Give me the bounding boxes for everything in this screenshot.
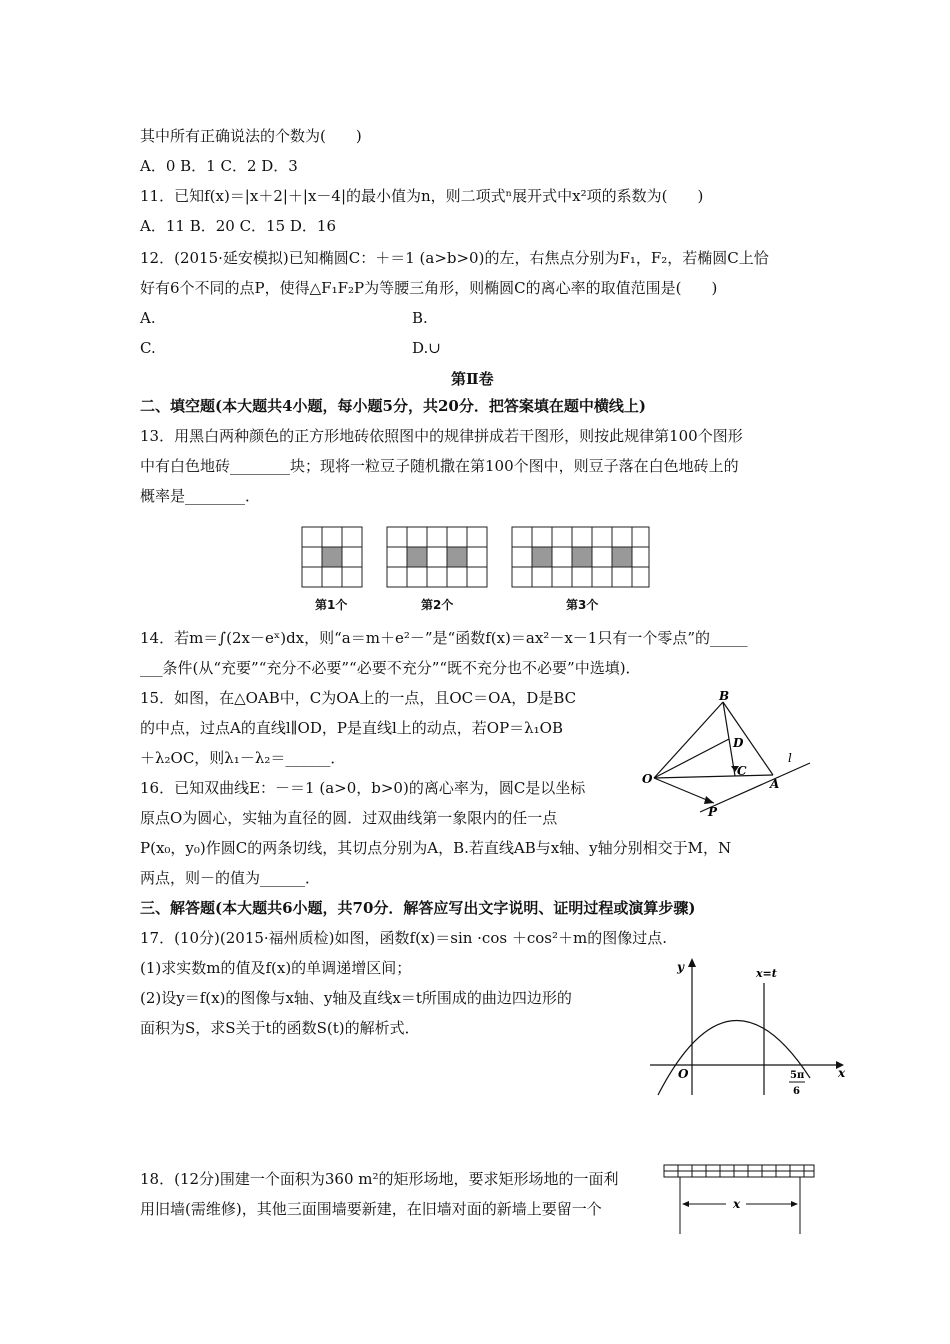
axis-label-x: x <box>838 1066 846 1080</box>
tile-figure-2 <box>387 527 487 587</box>
q18-line-2: 用旧墙(需维修)，其他三面围墙要新建，在旧墙对面的新墙上要留一个 <box>140 1200 602 1218</box>
triangle-figure <box>640 690 820 820</box>
q16-line-4: 两点，则－的值为______． <box>140 869 321 887</box>
q16-line-1: 16．已知双曲线E：－＝1 (a>0，b>0)的离心率为，圆C是以坐标 <box>140 779 586 797</box>
q13-line-3: 概率是________． <box>140 487 261 505</box>
line-q10-end: 其中所有正确说法的个数为( ) <box>140 127 362 145</box>
section-2-text: 二、填空题(本大题共4小题，每小题5分，共20分．把答案填在题中横线上) <box>140 397 646 415</box>
function-graph-figure <box>640 955 850 1100</box>
axis-label-y: y <box>677 960 684 974</box>
label-x-equals-t: x=t <box>756 967 777 980</box>
q18-line-1: 18．(12分)围建一个面积为360 m²的矩形场地，要求矩形场地的一面利 <box>140 1170 619 1188</box>
wall-label-x: x <box>733 1197 741 1211</box>
q13-line-2: 中有白色地砖________块；现将一粒豆子随机撒在第100个图中，则豆子落在白色地砖上的 <box>140 457 739 475</box>
section-3-header <box>140 898 696 918</box>
label-c: C <box>737 764 747 778</box>
q15-line-3: ＋λ₂OC，则λ₁－λ₂＝______． <box>140 749 346 767</box>
tile-caption-1: 第1个 <box>315 598 348 612</box>
tile-figure-1 <box>302 527 362 587</box>
q14-line-2: ___条件(从“充要”“充分不必要”“必要不充分”“既不充分也不必要”中选填)． <box>140 659 641 677</box>
section-2-header <box>140 396 646 416</box>
q12-option-d: D.∪ <box>412 339 441 357</box>
q16-line-3: P(x₀，y₀)作圆C的两条切线，其切点分别为A，B.若直线AB与x轴、y轴分别相交于M，N <box>140 839 732 857</box>
label-b: B <box>719 690 730 703</box>
label-d: D <box>733 736 744 750</box>
q12-option-c: C. <box>140 339 156 357</box>
section-3-text: 三、解答题(本大题共6小题，共70分．解答应写出文字说明、证明过程或演算步骤) <box>140 899 696 917</box>
tile-figure-3 <box>512 527 649 587</box>
label-origin: O <box>678 1067 689 1081</box>
label-l: l <box>788 751 792 765</box>
label-o: O <box>642 772 653 786</box>
q14-line-1: 14．若m＝∫(2x－eˣ)dx，则“a＝m＋e²－”是“函数f(x)＝ax²－x－1只有一个零点”的_____ <box>140 629 748 647</box>
tile-caption-3: 第3个 <box>566 598 599 612</box>
q12-stem-1: 12．(2015·延安模拟)已知椭圆C：＋＝1 (a>b>0)的左，右焦点分别为F₁，F₂，若椭圆C上恰 <box>140 249 769 267</box>
q17-line-3: (2)设y＝f(x)的图像与x轴、y轴及直线x＝t所围成的曲边四边形的 <box>140 989 572 1007</box>
q10-options: A．0 B．1 C．2 D．3 <box>140 157 298 175</box>
q15-line-1: 15．如图，在△OAB中，C为OA上的一点，且OC＝OA，D是BC <box>140 689 577 707</box>
fraction-denominator: 6 <box>793 1086 800 1097</box>
tile-pattern-figure <box>300 524 652 588</box>
q17-line-2: (1)求实数m的值及f(x)的单调递增区间； <box>140 959 412 977</box>
q16-line-2: 原点O为圆心，实轴为直径的圆．过双曲线第一象限内的任一点 <box>140 809 558 827</box>
q13-line-1: 13．用黑白两种颜色的正方形地砖依照图中的规律拼成若干图形，则按此规律第100个图形 <box>140 427 743 445</box>
q11-options: A．11 B．20 C．15 D．16 <box>140 217 337 235</box>
label-a: A <box>770 777 780 791</box>
q12-option-b: B. <box>412 309 428 327</box>
q12-stem-2: 好有6个不同的点P，使得△F₁F₂P为等腰三角形，则椭圆C的离心率的取值范围是( ) <box>140 279 718 297</box>
q11-stem: 11．已知f(x)＝|x＋2|＋|x－4|的最小值为n，则二项式ⁿ展开式中x²项的系数为( ) <box>140 187 704 205</box>
tile-caption-2: 第2个 <box>421 598 454 612</box>
fraction-numerator: 5π <box>790 1070 805 1081</box>
wall-figure <box>660 1162 820 1236</box>
q17-line-4: 面积为S，求S关于t的函数S(t)的解析式． <box>140 1019 420 1037</box>
label-p: P <box>708 805 718 819</box>
volume-title: 第Ⅱ卷 <box>451 370 494 388</box>
q12-option-a: A. <box>140 309 156 327</box>
q17-line-1: 17．(10分)(2015·福州质检)如图，函数f(x)＝sin ·cos ＋cos²＋m的图像过点. <box>140 929 667 947</box>
q15-line-2: 的中点，过点A的直线l∥OD，P是直线l上的动点，若OP＝λ₁OB <box>140 719 564 737</box>
